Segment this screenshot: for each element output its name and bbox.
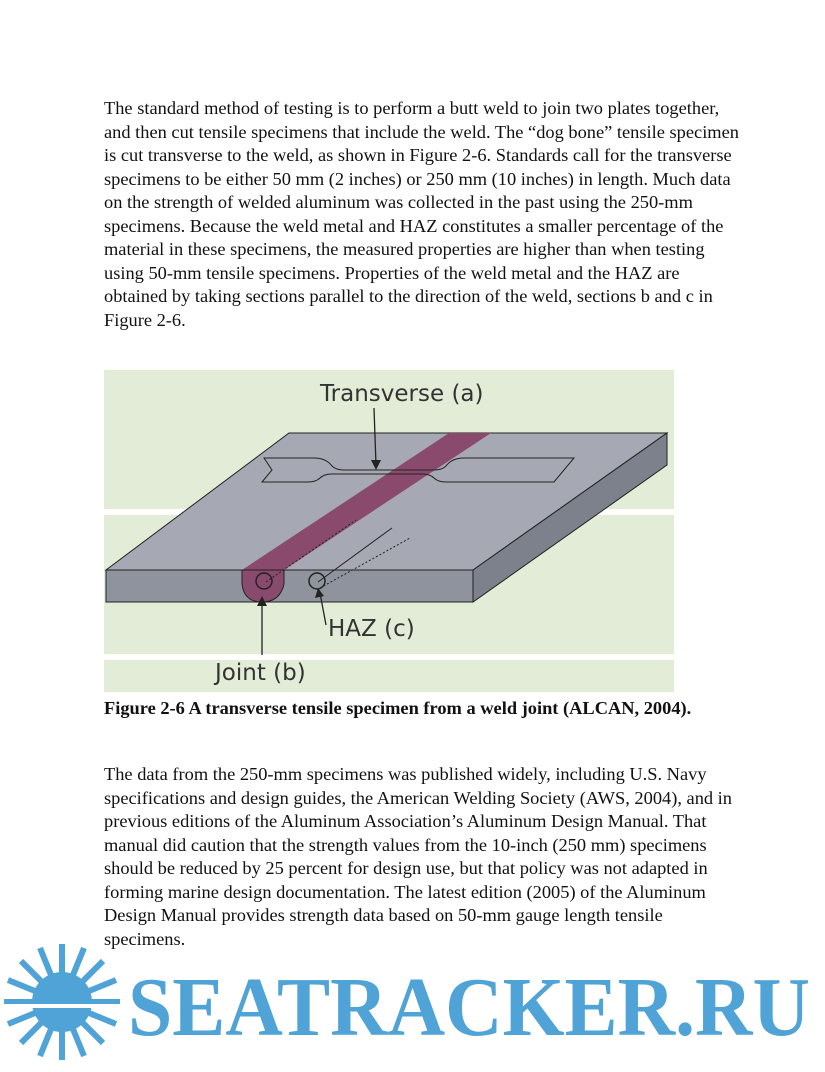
figure-caption: Figure 2-6 A transverse tensile specimen from a weld joint (ALCAN, 2004).: [104, 698, 692, 718]
watermark-svg: [0, 940, 825, 1067]
label-transverse: Transverse (a): [320, 381, 484, 407]
label-joint: Joint (b): [215, 660, 306, 686]
watermark: [0, 940, 825, 1067]
plate-front-face: [106, 570, 473, 602]
figure-weld-specimen: [104, 370, 674, 692]
weld-diagram: [104, 370, 674, 692]
figure-background-bottom: [104, 660, 674, 692]
sun-icon: [0, 944, 125, 1060]
label-haz: HAZ (c): [328, 616, 415, 642]
watermark-text: SEATRACKER.RU: [128, 961, 810, 1054]
body-paragraph-1: The standard method of testing is to perform a butt weld to join two plates together, and then cut tensile specimens that include the weld. The “dog bone” tensile specimen is cut transverse to the weld, as shown in Figure 2-6. Standards call for the transverse specimens to be either 50 mm (2 inches) or 250 mm (10 inches) in length. Much data on the strength of welded aluminum was collected in the past using the 250-mm specimens. Because the weld metal and HAZ constitutes a smaller percentage of the material in these specimens, the measured properties are higher than when testing using 50-mm tensile specimens. Properties of the weld metal and the HAZ are obtained by taking sections parallel to the direction of the weld, sections b and c in Figure 2-6.: [104, 98, 739, 330]
body-paragraph-2: The data from the 250-mm specimens was published widely, including U.S. Navy specifications and design guides, the American Welding Society (AWS, 2004), and in previous editions of the Aluminum Association’s Aluminum Design Manual. That manual did caution that the strength values from the 10-inch (250 mm) specimens should be reduced by 25 percent for design use, but that policy was not adapted in forming marine design documentation. The latest edition (2005) of the Aluminum Design Manual provides strength data based on 50-mm gauge length tensile specimens.: [104, 764, 732, 949]
